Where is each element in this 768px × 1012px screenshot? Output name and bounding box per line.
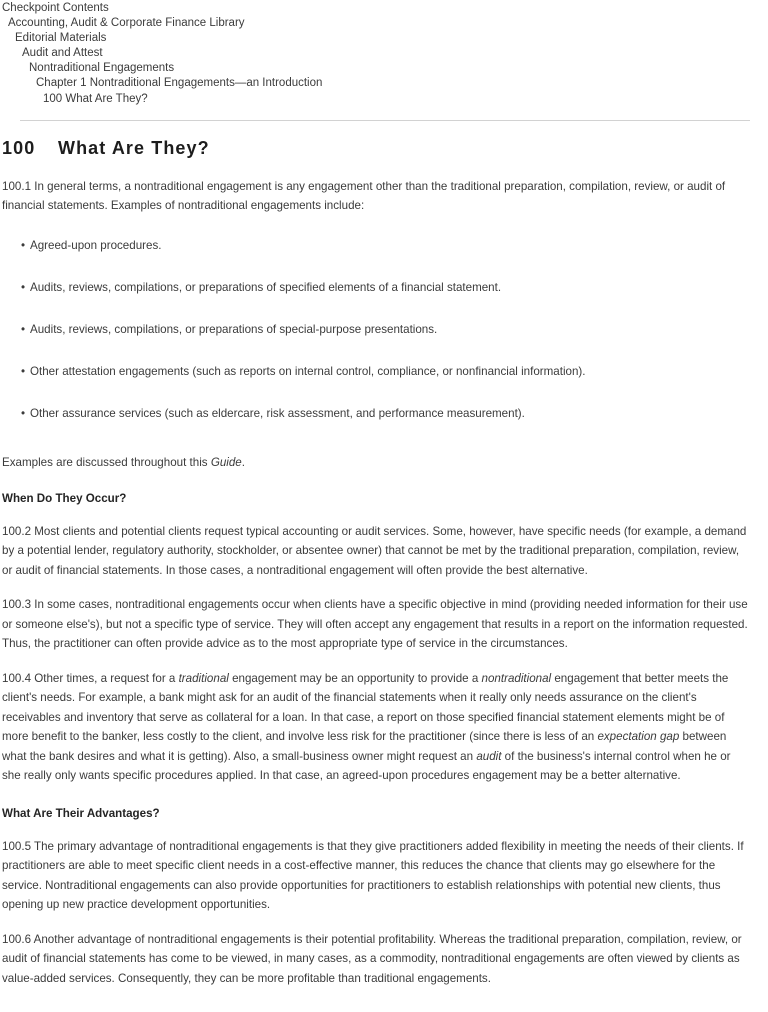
bullet-icon: • bbox=[21, 322, 26, 336]
p1004-part-c: engagement that better meets the client's needs. For example, a bank might ask for an audit of the financial statements when it really only needs assurance on the client's receivables and inventory that serve as collateral for a loan. In that case, a report on those specified financial statement elements might be of more benefit to the banker, less costly to the client, and involve less risk for the practitioner (since there is less of an bbox=[2, 671, 729, 744]
list-item bbox=[0, 363, 768, 380]
list-item bbox=[0, 279, 768, 296]
p1004-part-b: engagement may be an opportunity to provide a bbox=[228, 671, 482, 685]
list-item bbox=[0, 321, 768, 338]
paragraph-100-2: 100.2 Most clients and potential clients request typical accounting or audit services. Some, however, have specific needs (for example, a demand by a potential lender, regulatory authority, stockholder, or absentee owner) that cannot be met by the traditional preparation, compilation, review, or audit of financial statements. In those cases, a nontraditional engagement will often provide the best alternative. bbox=[2, 524, 747, 577]
paragraph-100-6: 100.6 Another advantage of nontraditional engagements is their potential profitability. Whereas the traditional preparation, compilation, review, or audit of financial statements has come to be viewed, in many cases, as a commodity, nontraditional engagements are often viewed by clients as value-added services. Consequently, they can be more profitable than traditional engagements. bbox=[2, 932, 742, 985]
bullet-icon: • bbox=[21, 280, 26, 294]
breadcrumb-item-100-what-are-they[interactable]: 100 What Are They? bbox=[43, 92, 148, 105]
breadcrumb-item-accounting-audit-corporate-finance-library[interactable]: Accounting, Audit & Corporate Finance Library bbox=[8, 17, 245, 30]
section-title-text: What Are They? bbox=[58, 137, 210, 158]
breadcrumb bbox=[0, 0, 768, 107]
guide-note-text: Examples are discussed throughout this bbox=[2, 455, 211, 469]
p1004-emphasis-traditional: traditional bbox=[178, 671, 229, 685]
list-item bbox=[0, 405, 768, 422]
p1004-emphasis-audit: audit bbox=[476, 749, 502, 763]
examples-list bbox=[0, 237, 768, 422]
list-item-label: Other assurance services (such as eldercare, risk assessment, and performance measurement). bbox=[30, 406, 525, 420]
p1004-emphasis-nontraditional: nontraditional bbox=[481, 671, 552, 685]
paragraph-100-4 bbox=[0, 669, 768, 786]
bullet-icon: • bbox=[21, 238, 26, 252]
p1004-part-a: 100.4 Other times, a request for a bbox=[2, 671, 179, 685]
divider-wrapper bbox=[0, 120, 768, 121]
p1004-part-d: between what the bank desires and what it is getting). Also, a small-business owner might request an bbox=[2, 730, 727, 763]
horizontal-rule bbox=[20, 120, 750, 121]
breadcrumb-item-checkpoint-contents[interactable]: Checkpoint Contents bbox=[2, 2, 109, 14]
guide-note-period: . bbox=[241, 455, 245, 469]
paragraph-100-3: 100.3 In some cases, nontraditional engagements occur when clients have a specific objective in mind (providing needed information for their use or someone else's), but not a specific type of service. They will often accept any engagement that results in a report on the information requested. Thus, the practitioner can often provide advice as to the most appropriate type of service in the circumstances. bbox=[2, 598, 748, 651]
bullet-icon: • bbox=[21, 364, 26, 378]
subheading-when-do-they-occur: When Do They Occur? bbox=[2, 491, 127, 505]
list-item-label: Other attestation engagements (such as reports on internal control, compliance, or nonfinancial information). bbox=[30, 364, 586, 378]
page-title bbox=[0, 138, 768, 159]
subheading-what-are-their-advantages: What Are Their Advantages? bbox=[2, 806, 160, 820]
list-item-label: Audits, reviews, compilations, or preparations of specified elements of a financial statement. bbox=[30, 280, 502, 294]
guide-note-emphasis: Guide bbox=[210, 455, 242, 469]
list-item-label: Agreed-upon procedures. bbox=[30, 238, 162, 252]
breadcrumb-item-editorial-materials[interactable]: Editorial Materials bbox=[15, 32, 107, 45]
breadcrumb-item-audit-and-attest[interactable]: Audit and Attest bbox=[22, 47, 103, 60]
list-item-label: Audits, reviews, compilations, or preparations of special-purpose presentations. bbox=[30, 322, 438, 336]
breadcrumb-item-nontraditional-engagements[interactable]: Nontraditional Engagements bbox=[29, 62, 175, 75]
p1004-part-e: of the business's internal control when he or she really only wants specific procedures applied. In that case, an agreed-upon procedures engagement may be a better alternative. bbox=[2, 749, 731, 783]
paragraph-100-5: 100.5 The primary advantage of nontraditional engagements is that they give practitioners added flexibility in meeting the needs of their clients. If practitioners are able to meet specific client needs in a cost-effective manner, this reduces the chance that clients may go elsewhere for the service. Nontraditional engagements can also provide opportunities for practitioners to establish relationships with potential new clients, thus opening up new practice development opportunities. bbox=[2, 839, 744, 912]
section-number: 100 bbox=[2, 137, 36, 158]
breadcrumb-item-chapter-1[interactable]: Chapter 1 Nontraditional Engagements—an Introduction bbox=[36, 77, 323, 90]
list-item bbox=[0, 237, 768, 254]
guide-note bbox=[0, 454, 768, 471]
p1004-emphasis-expectation-gap: expectation gap bbox=[597, 730, 680, 744]
bullet-icon: • bbox=[21, 406, 26, 420]
paragraph-100-1: 100.1 In general terms, a nontraditional engagement is any engagement other than the traditional preparation, compilation, review, or audit of financial statements. Examples of nontraditional engagements include: bbox=[2, 179, 726, 213]
